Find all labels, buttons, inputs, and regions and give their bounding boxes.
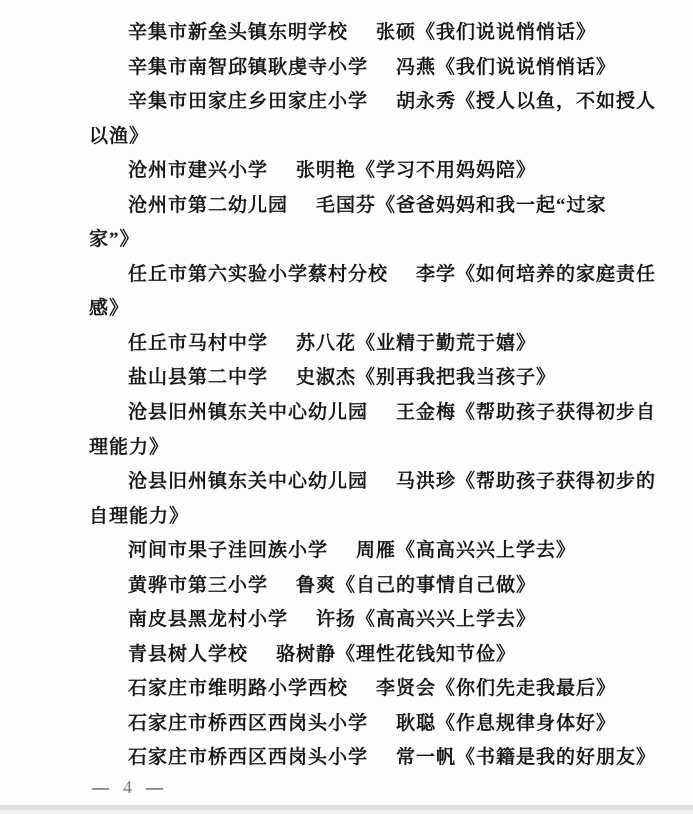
school-name: 河间市果子洼回族小学: [128, 540, 329, 562]
entry-line: [89, 638, 689, 673]
article-title: 《书籍是我的好朋友》: [456, 747, 657, 769]
author-name: 冯燕: [396, 56, 437, 78]
entry-line: [89, 189, 689, 224]
school-name: 石家庄市桥西区西岗头小学: [128, 712, 369, 734]
author-name: 骆树静: [276, 643, 337, 665]
continuation-line: [89, 120, 689, 155]
footer-dash-right: —: [146, 778, 163, 798]
continuation-line: [89, 223, 689, 258]
school-name: 黄骅市第三小学: [128, 574, 269, 596]
school-name: 沧州市第二幼儿园: [128, 194, 289, 216]
school-name: 任丘市马村中学: [128, 332, 269, 354]
continuation-line: [89, 431, 689, 466]
author-name: 苏八花: [296, 332, 357, 354]
author-name: 常一帆: [396, 747, 457, 769]
entry-line: [89, 85, 689, 120]
school-name: 沧州市建兴小学: [128, 160, 269, 182]
author-name: 毛国芬: [316, 194, 377, 216]
entry-line: [89, 707, 689, 742]
article-title: 《帮助孩子获得初步的: [456, 471, 657, 493]
author-name: 许扬: [316, 609, 357, 631]
author-name: 胡永秀: [396, 91, 457, 113]
author-name: 史淑杰: [296, 367, 357, 389]
scan-bottom-background: [0, 810, 693, 814]
entry-line: [89, 396, 689, 431]
continuation-text: 理能力》: [89, 436, 170, 458]
school-name: 辛集市新垒头镇东明学校: [128, 22, 349, 43]
entry-line: [89, 534, 689, 569]
school-name: 石家庄市桥西区西岗头小学: [128, 747, 369, 769]
page-number: 4: [123, 777, 132, 798]
article-title: 《学习不用妈妈陪》: [356, 160, 537, 182]
article-title: 《业精于勤荒于嬉》: [356, 332, 537, 354]
article-title: 《别再我把我当孩子》: [356, 367, 557, 389]
continuation-text: 感》: [89, 298, 130, 320]
article-title: 《我们说说悄悄话》: [416, 22, 597, 43]
entry-line: [89, 258, 689, 293]
article-title: 《我们说说悄悄话》: [436, 56, 617, 78]
school-name: 任丘市第六实验小学蔡村分校: [128, 263, 389, 285]
author-name: 王金梅: [396, 402, 457, 424]
entry-line: [89, 51, 689, 86]
article-title: 《授人以鱼，不如授人: [456, 91, 657, 113]
school-name: 沧县旧州镇东关中心幼儿园: [128, 402, 369, 424]
school-name: 石家庄市维明路小学西校: [128, 678, 349, 700]
article-title: 《如何培养的家庭责任: [456, 263, 657, 285]
article-title: 《爸爸妈妈和我一起“过家: [376, 194, 607, 216]
entry-line: [89, 603, 689, 638]
continuation-text: 以渔》: [89, 125, 150, 147]
author-name: 马洪珍: [396, 471, 457, 493]
author-name: 张硕: [376, 22, 417, 43]
author-name: 张明艳: [296, 160, 357, 182]
page-number-footer: [89, 778, 689, 796]
article-title: 《你们先走我最后》: [436, 678, 617, 700]
article-title: 《高高兴兴上学去》: [396, 540, 577, 562]
article-title: 《自己的事情自己做》: [336, 574, 537, 596]
article-title: 《作息规律身体好》: [436, 712, 617, 734]
entry-line: [89, 154, 689, 189]
entry-line: [89, 741, 689, 776]
article-title: 《理性花钱知节俭》: [336, 643, 517, 665]
entry-line: [89, 361, 689, 396]
continuation-text: 家”》: [89, 229, 140, 251]
article-title: 《帮助孩子获得初步自: [456, 402, 657, 424]
author-name: 李贤会: [376, 678, 437, 700]
continuation-line: [89, 500, 689, 535]
school-name: 辛集市南智邱镇耿虔寺小学: [128, 56, 369, 78]
school-name: 盐山县第二中学: [128, 367, 269, 389]
continuation-line: [89, 292, 689, 327]
entry-line: [89, 16, 689, 51]
school-name: 辛集市田家庄乡田家庄小学: [128, 91, 369, 113]
author-name: 周雁: [356, 540, 397, 562]
article-title: 《高高兴兴上学去》: [356, 609, 537, 631]
footer-dash-left: —: [92, 778, 109, 798]
entry-line: [89, 672, 689, 707]
school-name: 沧县旧州镇东关中心幼儿园: [128, 471, 369, 493]
school-name: 青县树人学校: [128, 643, 249, 665]
entry-line: [89, 465, 689, 500]
author-name: 鲁爽: [296, 574, 337, 596]
school-name: 南皮县黑龙村小学: [128, 609, 289, 631]
continuation-text: 自理能力》: [89, 505, 190, 527]
author-name: 耿聪: [396, 712, 437, 734]
entry-line: [89, 569, 689, 604]
entry-line: [89, 327, 689, 362]
author-name: 李学: [416, 263, 457, 285]
